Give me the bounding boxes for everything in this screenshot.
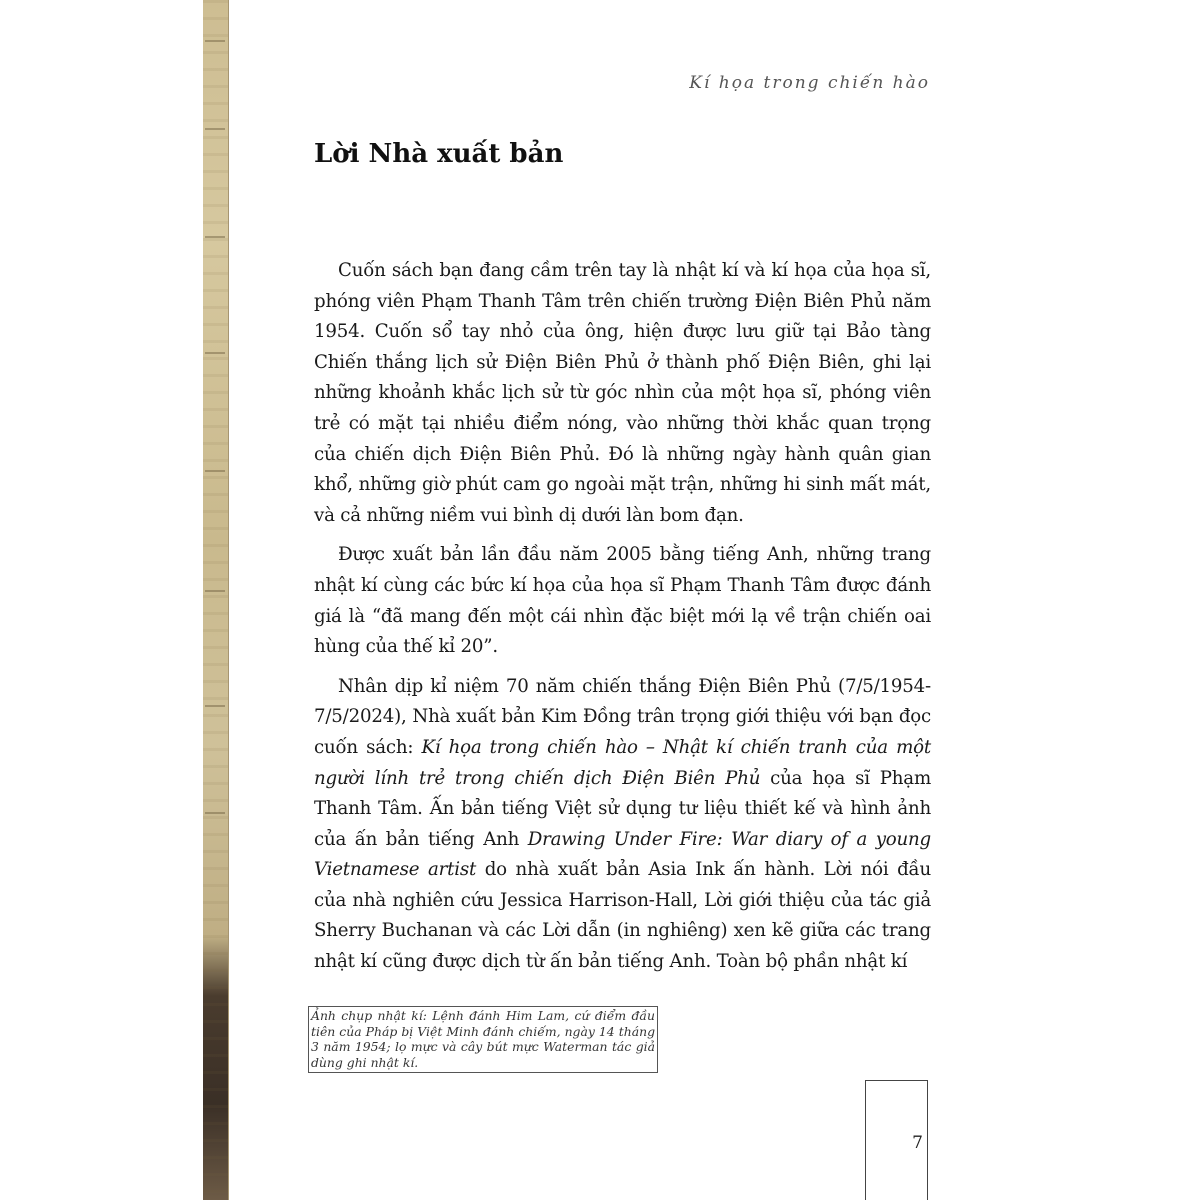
running-head: Kí họa trong chiến hào	[689, 73, 930, 93]
strip-handwriting-mark	[205, 40, 225, 42]
paragraph-3	[314, 672, 931, 978]
diary-photo-strip	[203, 0, 229, 1200]
paragraph-3-text: Nhân dịp kỉ niệm 70 năm chiến thắng Điện Biên Phủ (7/5/1954-7/5/2024), Nhà xuất bản Kim Đồng trân trọng giới thiệu với bạn đọc cuốn sách:	[314, 675, 931, 758]
paragraph-3-text: của họa sĩ Phạm Thanh Tâm. Ấn bản tiếng Việt sử dụng tư liệu thiết kế và hình ảnh của ấn bản tiếng Anh	[314, 767, 931, 850]
chapter-title: Lời Nhà xuất bản	[314, 139, 564, 169]
strip-handwriting-mark	[205, 812, 225, 814]
body-text	[314, 256, 931, 987]
paragraph-2: Được xuất bản lần đầu năm 2005 bằng tiếng Anh, những trang nhật kí cùng các bức kí họa của họa sĩ Phạm Thanh Tâm được đánh giá là “đã mang đến một cái nhìn đặc biệt mới lạ về trận chiến oai hùng của thế kỉ 20”.	[314, 544, 931, 658]
strip-handwriting-mark	[205, 590, 225, 592]
strip-handwriting-mark	[205, 470, 225, 472]
photo-caption: Ảnh chụp nhật kí: Lệnh đánh Him Lam, cứ điểm đầu tiên của Pháp bị Việt Minh đánh chiếm, ngày 14 tháng 3 năm 1954; lọ mực và cây bút mực Waterman tác giả dùng ghi nhật kí.	[308, 1006, 658, 1073]
strip-handwriting-mark	[205, 352, 225, 354]
paragraph-1: Cuốn sách bạn đang cầm trên tay là nhật kí và kí họa của họa sĩ, phóng viên Phạm Thanh Tâm trên chiến trường Điện Biên Phủ năm 1954. Cuốn sổ tay nhỏ của ông, hiện được lưu giữ tại Bảo tàng Chiến thắng lịch sử Điện Biên Phủ ở thành phố Điện Biên, ghi lại những khoảnh khắc lịch sử từ góc nhìn của một họa sĩ, phóng viên trẻ có mặt tại nhiều điểm nóng, vào những thời khắc quan trọng của chiến dịch Điện Biên Phủ. Đó là những ngày hành quân gian khổ, những giờ phút cam go ngoài mặt trận, những hi sinh mất mát, và cả những niềm vui bình dị dưới làn bom đạn.	[314, 260, 931, 526]
book-title-english: Drawing Under Fire: War diary of a young Vietnamese artist	[314, 828, 931, 881]
strip-handwriting-mark	[205, 236, 225, 238]
paragraph-3-text: do nhà xuất bản Asia Ink ấn hành. Lời nói đầu của nhà nghiên cứu Jessica Harrison-Hall, Lời giới thiệu của tác giả Sherry Buchanan và các Lời dẫn (in nghiêng) xen kẽ giữa các trang nhật kí cũng được dịch từ ấn bản tiếng Anh. Toàn bộ phần nhật kí	[314, 859, 931, 973]
book-title-vietnamese: Kí họa trong chiến hào – Nhật kí chiến tranh của một người lính trẻ trong chiến dịch Điện Biên Phủ	[314, 736, 931, 789]
strip-handwriting-mark	[205, 128, 225, 130]
folio-box	[865, 1080, 928, 1200]
strip-handwriting-mark	[205, 705, 225, 707]
page-number: 7	[912, 1133, 923, 1153]
